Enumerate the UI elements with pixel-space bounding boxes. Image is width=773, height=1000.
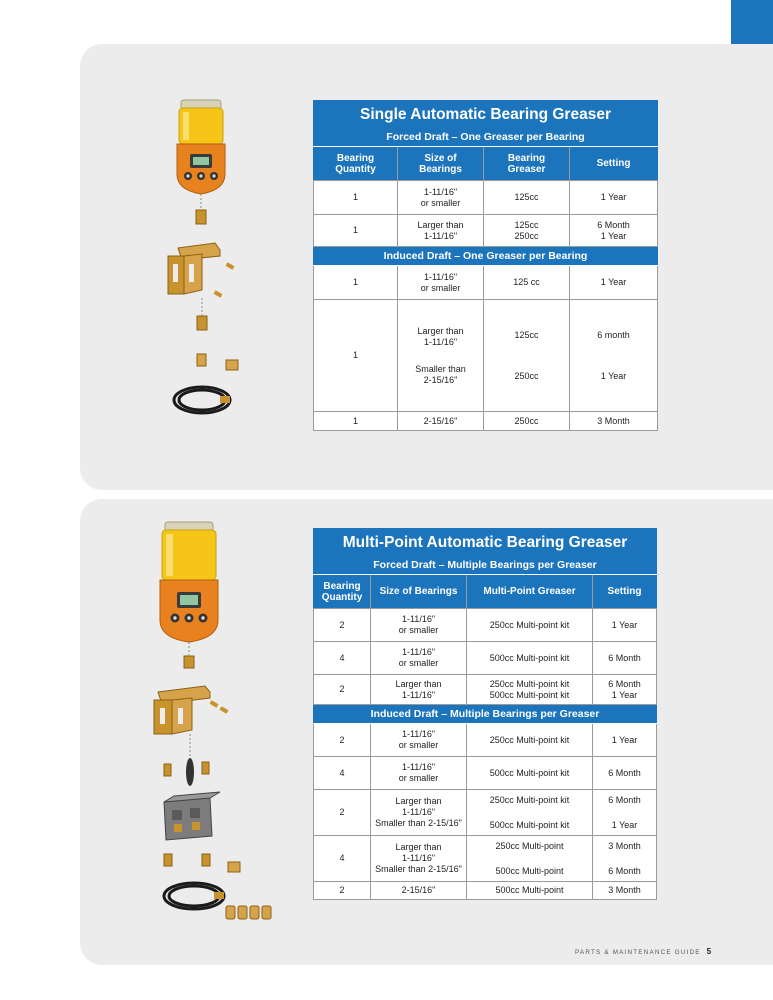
- cell-qty: 1: [314, 215, 398, 247]
- cell-setting-b: 1 Year: [600, 370, 627, 381]
- cell-setting: 3 Month: [593, 882, 657, 900]
- cell-greaser: 250cc Multi-point kit: [467, 724, 593, 757]
- cell-setting: [593, 836, 657, 882]
- cell-greaser-b: 500cc Multi-point: [495, 865, 564, 876]
- cell-greaser: 500cc Multi-point kit: [467, 757, 593, 790]
- cell-setting: 6 Month 1 Year: [570, 215, 658, 247]
- cell-greaser: [484, 300, 570, 412]
- table-row: [314, 215, 658, 247]
- table-row: [314, 609, 657, 642]
- multi-table-title: Multi-Point Automatic Bearing Greaser: [314, 529, 657, 556]
- cell-qty: 4: [314, 836, 371, 882]
- cell-qty: 1: [314, 266, 398, 300]
- col-header-size-of-bearings: Size of Bearings: [398, 147, 484, 181]
- cell-qty: 1: [314, 181, 398, 215]
- cell-setting: 3 Month: [570, 412, 658, 431]
- cell-setting-a: 3 Month: [608, 840, 641, 851]
- cell-greaser-a: 125cc: [514, 329, 539, 340]
- cell-greaser: 125cc 250cc: [484, 215, 570, 247]
- cell-size: 2-15/16": [398, 412, 484, 431]
- single-table-title: Single Automatic Bearing Greaser: [314, 101, 658, 128]
- cell-setting: 6 Month: [593, 757, 657, 790]
- cell-setting: 1 Year: [570, 266, 658, 300]
- cell-setting: [570, 300, 658, 412]
- cell-greaser: [467, 836, 593, 882]
- col-header-multi-point-greaser: Multi-Point Greaser: [467, 575, 593, 609]
- cell-qty: 2: [314, 882, 371, 900]
- cell-qty: 2: [314, 609, 371, 642]
- cell-size-a: Larger than 1-11/16": [417, 325, 464, 347]
- cell-size-b: Smaller than 2-15/16": [415, 363, 466, 385]
- table-row: [314, 300, 658, 412]
- table-row: [314, 724, 657, 757]
- table-row: [314, 266, 658, 300]
- cell-size: 1-11/16" or smaller: [371, 609, 467, 642]
- cell-greaser: 125 cc: [484, 266, 570, 300]
- cell-size: Larger than 1-11/16" Smaller than 2-15/16": [371, 790, 467, 836]
- cell-greaser-b: 250cc: [514, 370, 539, 381]
- multi-greaser-table: [313, 528, 657, 900]
- cell-size: 1-11/16" or smaller: [398, 266, 484, 300]
- cell-greaser: 250cc Multi-point kit: [467, 609, 593, 642]
- single-forced-draft-heading: Forced Draft – One Greaser per Bearing: [314, 128, 658, 147]
- table-row: [314, 757, 657, 790]
- cell-setting-a: 6 Month: [608, 794, 641, 805]
- col-header-size-of-bearings: Size of Bearings: [371, 575, 467, 609]
- col-header-setting: Setting: [570, 147, 658, 181]
- multi-forced-draft-heading: Forced Draft – Multiple Bearings per Greaser: [314, 556, 657, 575]
- cell-greaser: 500cc Multi-point: [467, 882, 593, 900]
- table-row: [314, 882, 657, 900]
- col-header-bearing-quantity: Bearing Quantity: [314, 575, 371, 609]
- cell-qty: 4: [314, 642, 371, 675]
- footer-guide-title: PARTS & MAINTENANCE GUIDE: [575, 949, 701, 956]
- col-header-setting: Setting: [593, 575, 657, 609]
- cell-size: 1-11/16" or smaller: [371, 724, 467, 757]
- cell-qty: 1: [314, 300, 398, 412]
- cell-qty: 4: [314, 757, 371, 790]
- cell-greaser-a: 250cc Multi-point kit: [489, 794, 570, 805]
- cell-qty: 2: [314, 790, 371, 836]
- cell-qty: 1: [314, 412, 398, 431]
- table-row: [314, 642, 657, 675]
- cell-qty: 2: [314, 675, 371, 705]
- table-row: [314, 836, 657, 882]
- single-greaser-image: [160, 98, 250, 428]
- page-number: 5: [706, 947, 712, 956]
- cell-greaser: [467, 790, 593, 836]
- cell-qty: 2: [314, 724, 371, 757]
- table-row: [314, 181, 658, 215]
- cell-greaser: 250cc: [484, 412, 570, 431]
- cell-size: 1-11/16" or smaller: [398, 181, 484, 215]
- table-row: [314, 412, 658, 431]
- single-greaser-table: [313, 100, 658, 431]
- cell-greaser: 500cc Multi-point kit: [467, 642, 593, 675]
- cell-setting: 6 Month: [593, 642, 657, 675]
- cell-size: 1-11/16" or smaller: [371, 642, 467, 675]
- cell-setting: 6 Month 1 Year: [593, 675, 657, 705]
- cell-greaser-b: 500cc Multi-point kit: [489, 819, 570, 830]
- table-row: [314, 675, 657, 705]
- single-induced-draft-heading: Induced Draft – One Greaser per Bearing: [314, 247, 658, 266]
- cell-size: [398, 300, 484, 412]
- cell-setting: 1 Year: [593, 724, 657, 757]
- cell-size: Larger than 1-11/16": [371, 675, 467, 705]
- cell-setting-b: 6 Month: [608, 865, 641, 876]
- cell-size: 1-11/16" or smaller: [371, 757, 467, 790]
- cell-greaser: 125cc: [484, 181, 570, 215]
- cell-setting: [593, 790, 657, 836]
- cell-greaser-a: 250cc Multi-point: [495, 840, 564, 851]
- cell-size: Larger than 1-11/16": [398, 215, 484, 247]
- col-header-bearing-greaser: Bearing Greaser: [484, 147, 570, 181]
- cell-setting: 1 Year: [593, 609, 657, 642]
- cell-size: Larger than 1-11/16" Smaller than 2-15/16": [371, 836, 467, 882]
- multi-greaser-image: [150, 520, 275, 925]
- table-row: [314, 790, 657, 836]
- cell-setting-b: 1 Year: [611, 819, 638, 830]
- page-footer: [575, 947, 711, 956]
- cell-setting: 1 Year: [570, 181, 658, 215]
- cell-size: 2-15/16": [371, 882, 467, 900]
- col-header-bearing-quantity: Bearing Quantity: [314, 147, 398, 181]
- cell-greaser: 250cc Multi-point kit 500cc Multi-point kit: [467, 675, 593, 705]
- multi-induced-draft-heading: Induced Draft – Multiple Bearings per Greaser: [314, 705, 657, 724]
- cell-setting-a: 6 month: [597, 329, 630, 340]
